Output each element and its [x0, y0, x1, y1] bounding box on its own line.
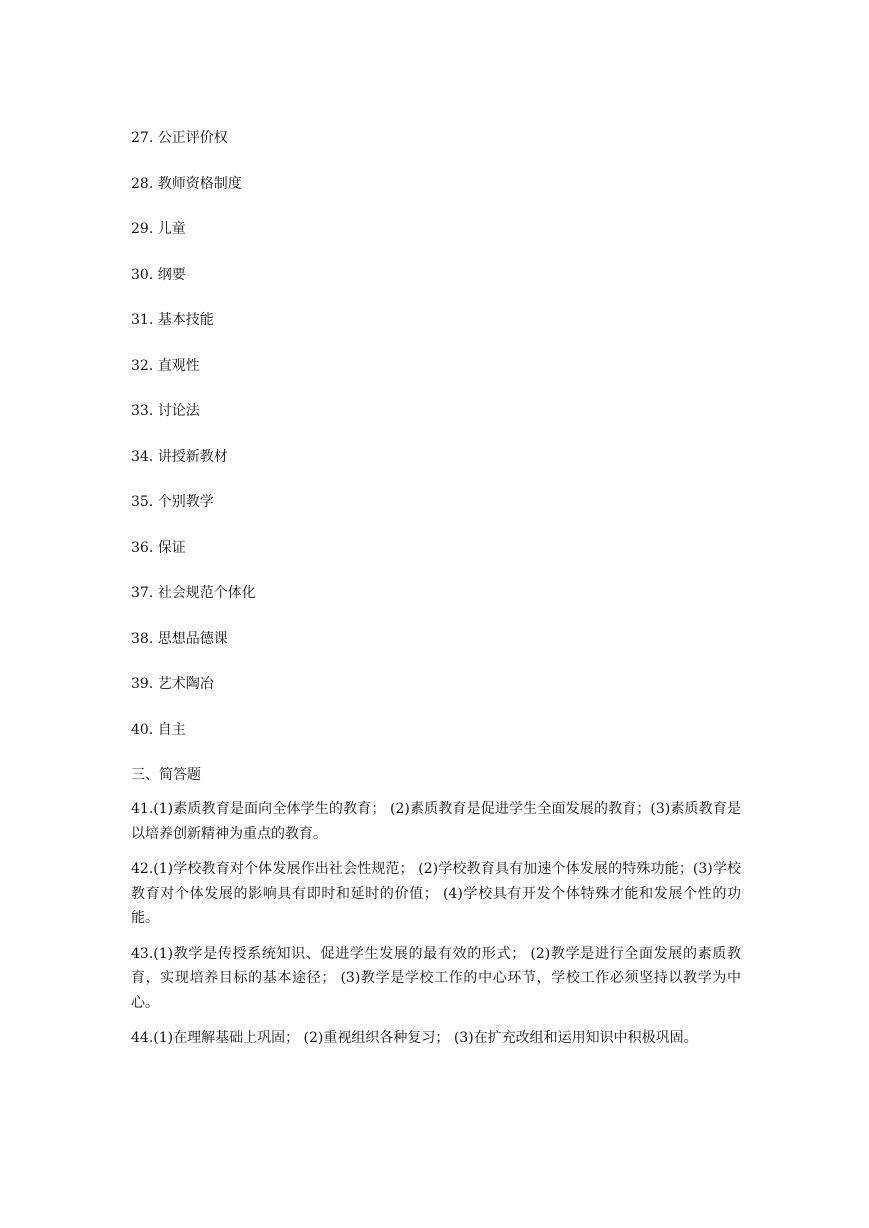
- answer-number: 39.: [131, 676, 154, 692]
- answer-text: (1)学校教育对个体发展作出社会性规范； (2)学校教育具有加速个体发展的特殊功能；(3)学校教育对个体发展的影响具有即时和延时的价值； (4)学校具有开发个体特殊才能和发展个性的功能。: [131, 861, 741, 926]
- answer-paragraph-44: [131, 1026, 741, 1051]
- answer-item-38: [131, 627, 741, 673]
- answer-number: 40.: [131, 721, 154, 738]
- answer-number: 34.: [131, 448, 154, 465]
- answer-text: 教师资格制度: [157, 175, 242, 192]
- answer-paragraph-42: [131, 857, 741, 931]
- answer-text: 保证: [157, 539, 186, 556]
- answer-text: 纲要: [157, 266, 186, 283]
- answer-item-27: [131, 126, 741, 172]
- answer-text: (1)素质教育是面向全体学生的教育； (2)素质教育是促进学生全面发展的教育；(3)素质教育是以培养创新精神为重点的教育。: [131, 801, 741, 842]
- answer-number: 33.: [131, 403, 154, 419]
- answer-text: 讨论法: [157, 403, 200, 419]
- answer-paragraph-43: [131, 942, 741, 1016]
- answer-number: 38.: [131, 630, 154, 647]
- answer-item-34: [131, 445, 741, 491]
- answer-item-33: [131, 399, 741, 445]
- answer-paragraph-41: [131, 797, 741, 846]
- answer-content: [131, 126, 741, 1062]
- answer-number: 36.: [131, 539, 154, 556]
- answer-number: 28.: [131, 175, 154, 192]
- answer-text: 直观性: [157, 357, 200, 374]
- answer-text: 儿童: [157, 221, 186, 237]
- answer-number: 41.: [131, 801, 154, 817]
- answer-item-37: [131, 581, 741, 627]
- answer-text: (1)教学是传授系统知识、促进学生发展的最有效的形式； (2)教学是进行全面发展的素质教育，实现培养目标的基本途径； (3)教学是学校工作的中心环节，学校工作必须坚持以教学为中心。: [131, 945, 741, 1011]
- answer-number: 37.: [131, 585, 154, 601]
- answer-number: 35.: [131, 494, 154, 510]
- answer-text: 讲授新教材: [157, 448, 228, 465]
- answer-text: 思想品德课: [157, 630, 228, 647]
- answer-item-30: [131, 263, 741, 309]
- answer-item-35: [131, 490, 741, 536]
- answer-text: 社会规范个体化: [157, 585, 256, 601]
- answer-text: 艺术陶冶: [157, 676, 214, 692]
- answer-item-40: [131, 718, 741, 764]
- answer-item-29: [131, 217, 741, 263]
- answer-item-39: [131, 672, 741, 718]
- answer-number: 27.: [131, 130, 154, 146]
- answer-text: 基本技能: [157, 312, 214, 328]
- answer-number: 44.: [131, 1030, 154, 1046]
- answer-number: 29.: [131, 221, 154, 237]
- answer-item-32: [131, 354, 741, 400]
- section-heading: 三、简答题: [131, 767, 201, 783]
- answer-number: 31.: [131, 312, 154, 328]
- answer-text: (1)在理解基础上巩固； (2)重视组织各种复习； (3)在扩充改组和运用知识中积极巩固。: [153, 1030, 698, 1046]
- answer-item-31: [131, 308, 741, 354]
- answer-text: 自主: [157, 721, 186, 738]
- answer-item-36: [131, 536, 741, 582]
- answer-number: 43.: [131, 945, 154, 962]
- answer-number: 42.: [131, 861, 154, 877]
- answer-number: 30.: [131, 266, 154, 283]
- answer-text: 个别教学: [157, 494, 214, 510]
- answer-text: 公正评价权: [157, 130, 228, 146]
- answer-item-28: [131, 172, 741, 218]
- answer-number: 32.: [131, 357, 154, 374]
